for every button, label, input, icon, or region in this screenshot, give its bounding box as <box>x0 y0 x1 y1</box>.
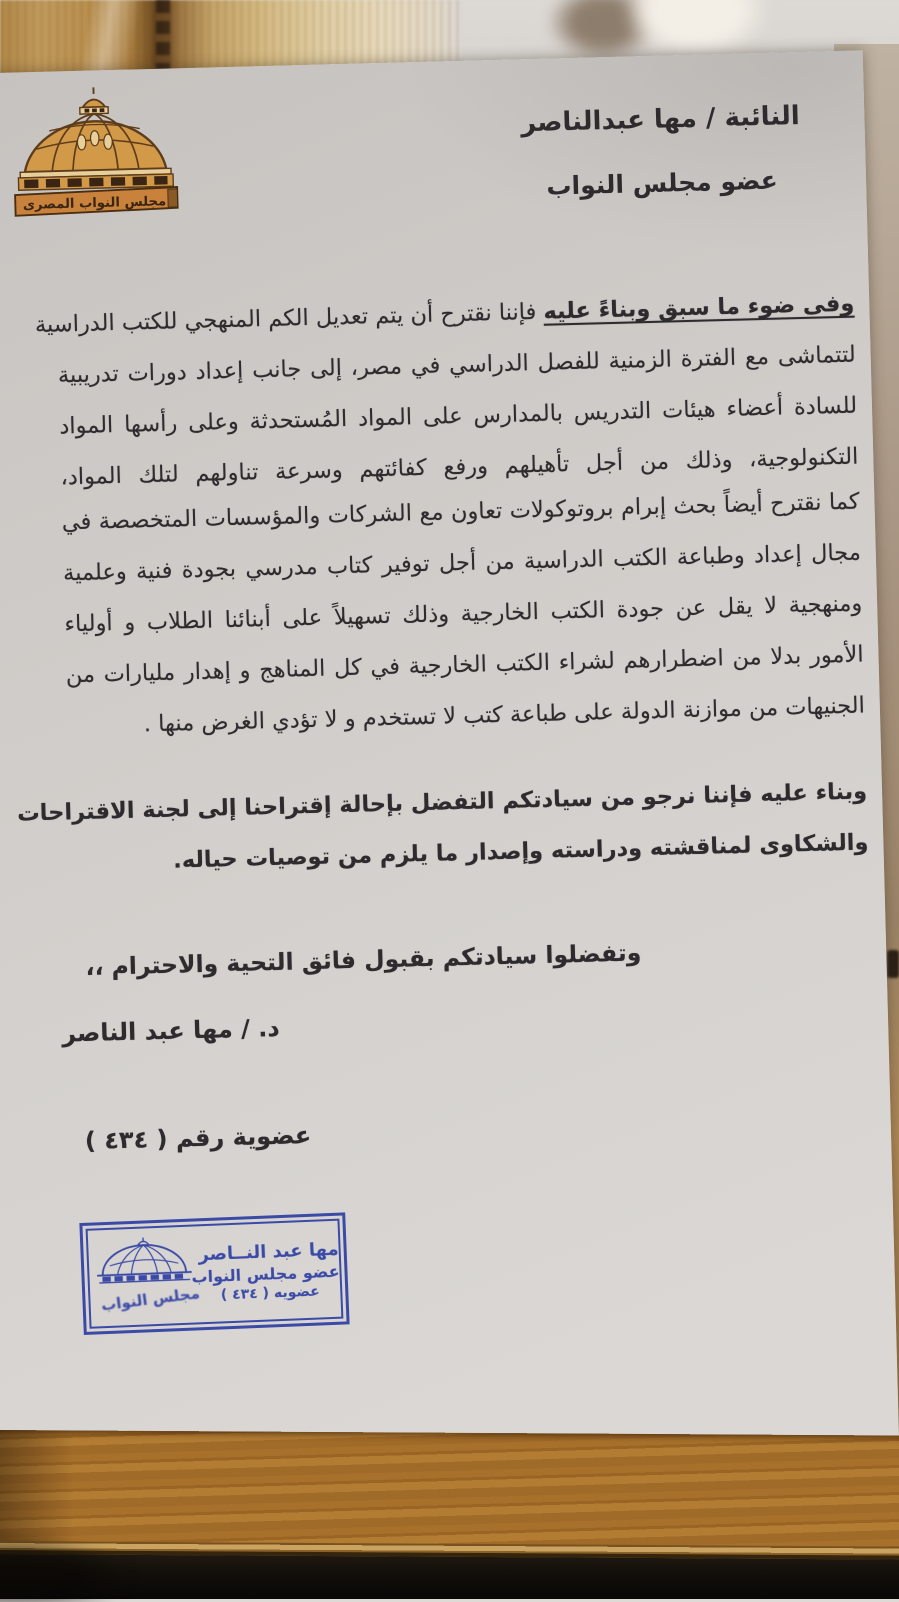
stamp-membership: عضويه ( ٤٣٤ ) <box>200 1283 341 1305</box>
p1-line3: للسادة أعضاء هيئات التدريس بالمدارس على المواد المُستحدثة وعلى رأسها المواد <box>59 381 858 453</box>
member-role: عضو مجلس النواب <box>506 160 819 208</box>
member-name: النائبة / مها عبدالناصر <box>504 96 817 144</box>
p2-line4: الأمور بدلا من اضطرارهم لشراء الكتب الخارجية في كل المناهج و إهدار مليارات من <box>65 630 864 702</box>
paragraph-3 <box>69 766 869 889</box>
letterhead <box>504 96 819 208</box>
p2-line5: الجنيهات من موازنة الدولة على طباعة كتب لا تستخدم و لا تؤدي الغرض منها . <box>66 680 865 752</box>
blurred-cup <box>626 0 766 56</box>
desk-front-edge <box>0 1430 899 1560</box>
stamp-name: مها عبد النــاصر <box>198 1239 339 1266</box>
signature-name: د. / مها عبد الناصر <box>62 1008 281 1054</box>
paragraph-2 <box>61 477 865 753</box>
stamp-inner-border <box>86 1219 344 1329</box>
stamp-text-panel <box>198 1221 342 1323</box>
p2-line1: كما نقترح أيضاً بحث إبرام بروتوكولات تعاون مع الشركات والمؤسسات المتخصصة في <box>61 477 860 549</box>
p1-line4: التكنولوجية، وذلك من أجل تأهيلهم ورفع كفائتهم وسرعة تناولهم لتلك المواد، <box>60 432 859 504</box>
membership-stamp <box>79 1212 349 1335</box>
p1-lead-phrase: وفى ضوء ما سبق وبناءً عليه <box>543 291 855 325</box>
stamp-role: عضو مجلس النواب <box>199 1262 340 1287</box>
bottom-left-shadow <box>0 1538 130 1602</box>
p2-line3: ومنهجية لا يقل عن جودة الكتب الخارجية وذلك تسهيلاً على أبنائنا الطلاب و أولياء <box>64 579 863 651</box>
stamp-script-text: مجلس النواب <box>100 1284 201 1315</box>
p1-line2: لتتماشى مع الفترة الزمنية للفصل الدراسي في مصر، إلى جانب إعداد دورات تدريبية <box>57 330 856 402</box>
logo-banner-text: مجلس النواب المصرى <box>23 194 167 213</box>
p3-line1: وبناء عليه فإننا نرجو من سيادتكم التفضل بإحالة إقتراحنا إلى لجنة الاقتراحات <box>69 766 868 838</box>
letter-paper <box>0 50 899 1473</box>
p3-line2: والشكاوى لمناقشته ودراسته وإصدار ما يلزم من توصيات حياله. <box>70 817 869 889</box>
p1-line1-rest: فإننا نقترح أن يتم تعديل الكم المنهجي للكتب الدراسية <box>35 299 537 338</box>
paragraph-1 <box>56 279 859 504</box>
membership-number: عضوية رقم ( ٤٣٤ ) <box>84 1115 311 1161</box>
closing-salutation: وتفضلوا سيادتكم بقبول فائق التحية والاحترام ،، <box>169 938 642 978</box>
wood-knot <box>887 950 899 978</box>
p2-line2: مجال إعداد وطباعة الكتب الدراسية من أجل توفير كتاب مدرسي بجودة فنية وعلمية <box>62 528 861 600</box>
parliament-logo-icon <box>7 83 182 219</box>
stamp-left-panel <box>88 1226 202 1326</box>
